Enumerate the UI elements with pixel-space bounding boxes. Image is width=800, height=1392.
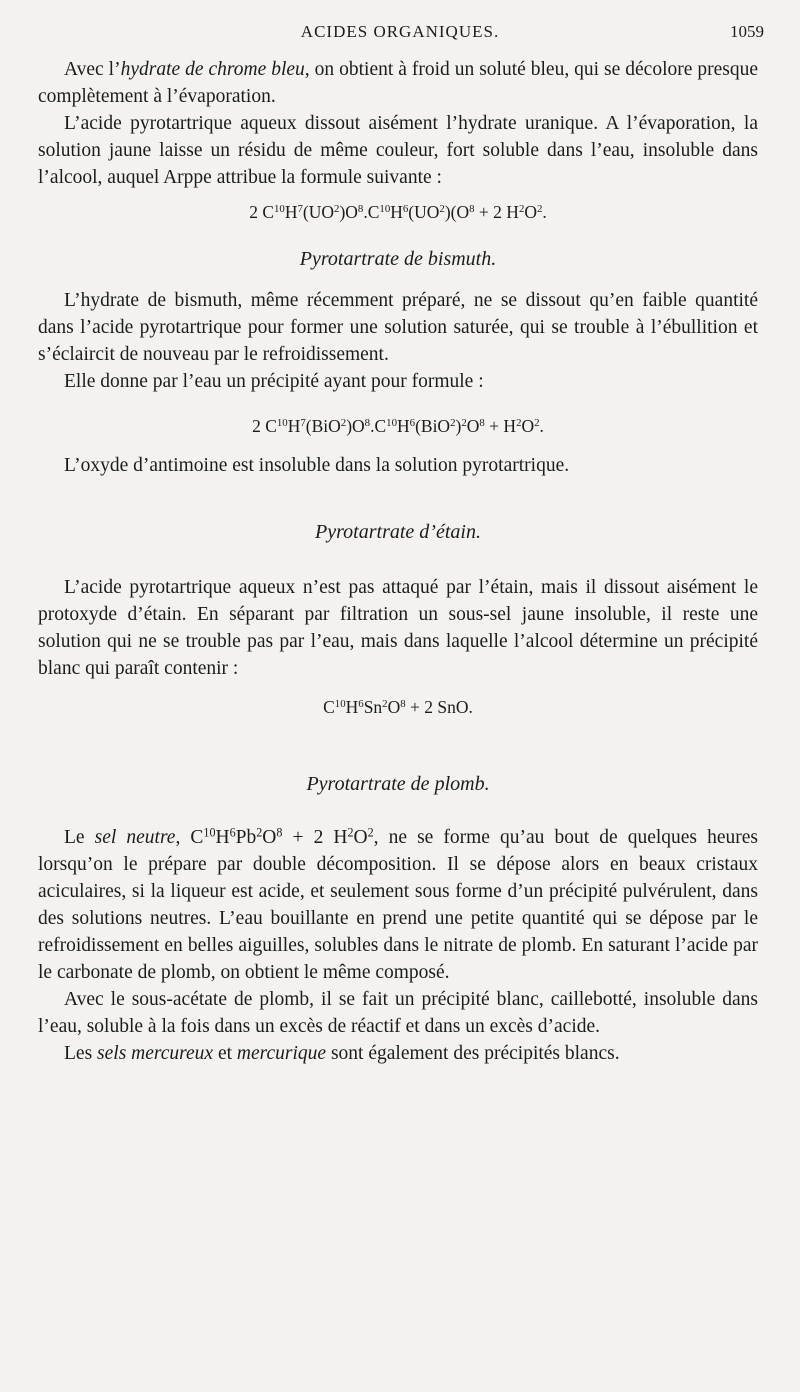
page-number: 1059	[730, 22, 764, 41]
formula-bismuth: 2 $C^{10}H^7(BiO^2)O^8.C^{10}H^6(BiO^2)^2O^8 + H^2O^2$.	[252, 416, 544, 436]
paragraph-uranium: L’acide pyrotartrique aqueux dissout aisément l’hydrate uranique. A l’évaporation, la solution jaune laisse un résidu de même couleur, fort soluble dans l’eau, insoluble dans l’alcool, auquel Arppe attribue la formule suivante :	[38, 113, 758, 188]
page-header	[0, 22, 800, 52]
paragraph-chrome: Avec l’hydrate de chrome bleu, on obtient à froid un soluté bleu, qui se décolore presque complètement à l’évaporation.	[38, 59, 758, 107]
body-text	[38, 56, 758, 1067]
emphasis: hydrate de chrome bleu	[120, 59, 305, 80]
paragraph-mercury: Les sels mercureux et mercurique sont également des précipités blancs.	[64, 1043, 620, 1064]
emphasis: sels mercureux	[97, 1043, 214, 1064]
running-head: ACIDES ORGANIQUES.	[300, 22, 500, 41]
paragraph-lead-neutral: Le sel neutre, $C^{10}H^6Pb^2O^8 + 2$ $H^2O^2$, ne se forme qu’au bout de quelques heures lorsqu’on le prépare par double décomposition. Il se dépose alors en beaux cristaux aciculaires, si la liqueur est acide, et seulement sous forme d’un précipité pulvérulent, dans des solutions neutres. L’eau bouillante en prend une petite quantité qui se dépose par le refroidissement en belles aiguilles, solubles dans le nitrate de plomb. En saturant l’acide par le carbonate de plomb, on obtient le même composé.	[38, 825, 758, 983]
formula-uranium: 2 $C^{10}H^7(UO^2)O^8.C^{10}H^6(UO^2)(O^8 + 2$ $H^2O^2$.	[249, 202, 547, 222]
paragraph-bismuth-2: Elle donne par l’eau un précipité ayant pour formule :	[64, 371, 484, 392]
paragraph-lead-subacetate: Avec le sous-acétate de plomb, il se fait un précipité blanc, caillebotté, insoluble dans l’eau, soluble à la fois dans un excès de réactif et dans un excès d’acide.	[38, 989, 758, 1037]
paragraph-tin: L’acide pyrotartrique aqueux n’est pas attaqué par l’étain, mais il dissout aisément le protoxyde d’étain. En séparant par filtration un sous-sel jaune insoluble, il reste une solution qui ne se trouble pas par l’eau, mais dans laquelle l’alcool détermine un précipité blanc qui paraît contenir :	[38, 577, 758, 679]
emphasis: sel neutre	[94, 827, 176, 848]
section-heading-bismuth: Pyrotartrate de bismuth.	[299, 248, 497, 270]
paragraph-bismuth-1: L’hydrate de bismuth, même récemment préparé, ne se dissout qu’en faible quantité dans l’acide pyrotartrique pour former une solution saturée, qui se trouble à l’ébullition et s’éclaircit de nouveau par le refroidissement.	[38, 290, 758, 365]
emphasis: mercurique	[236, 1043, 327, 1064]
section-heading-lead: Pyrotartrate de plomb.	[306, 773, 490, 795]
formula-tin: $C^{10}H^6Sn^2O^8 + 2$ SnO.	[323, 697, 473, 717]
section-heading-tin: Pyrotartrate d’étain.	[315, 521, 481, 543]
paragraph-antimony: L’oxyde d’antimoine est insoluble dans la solution pyrotartrique.	[64, 455, 570, 476]
